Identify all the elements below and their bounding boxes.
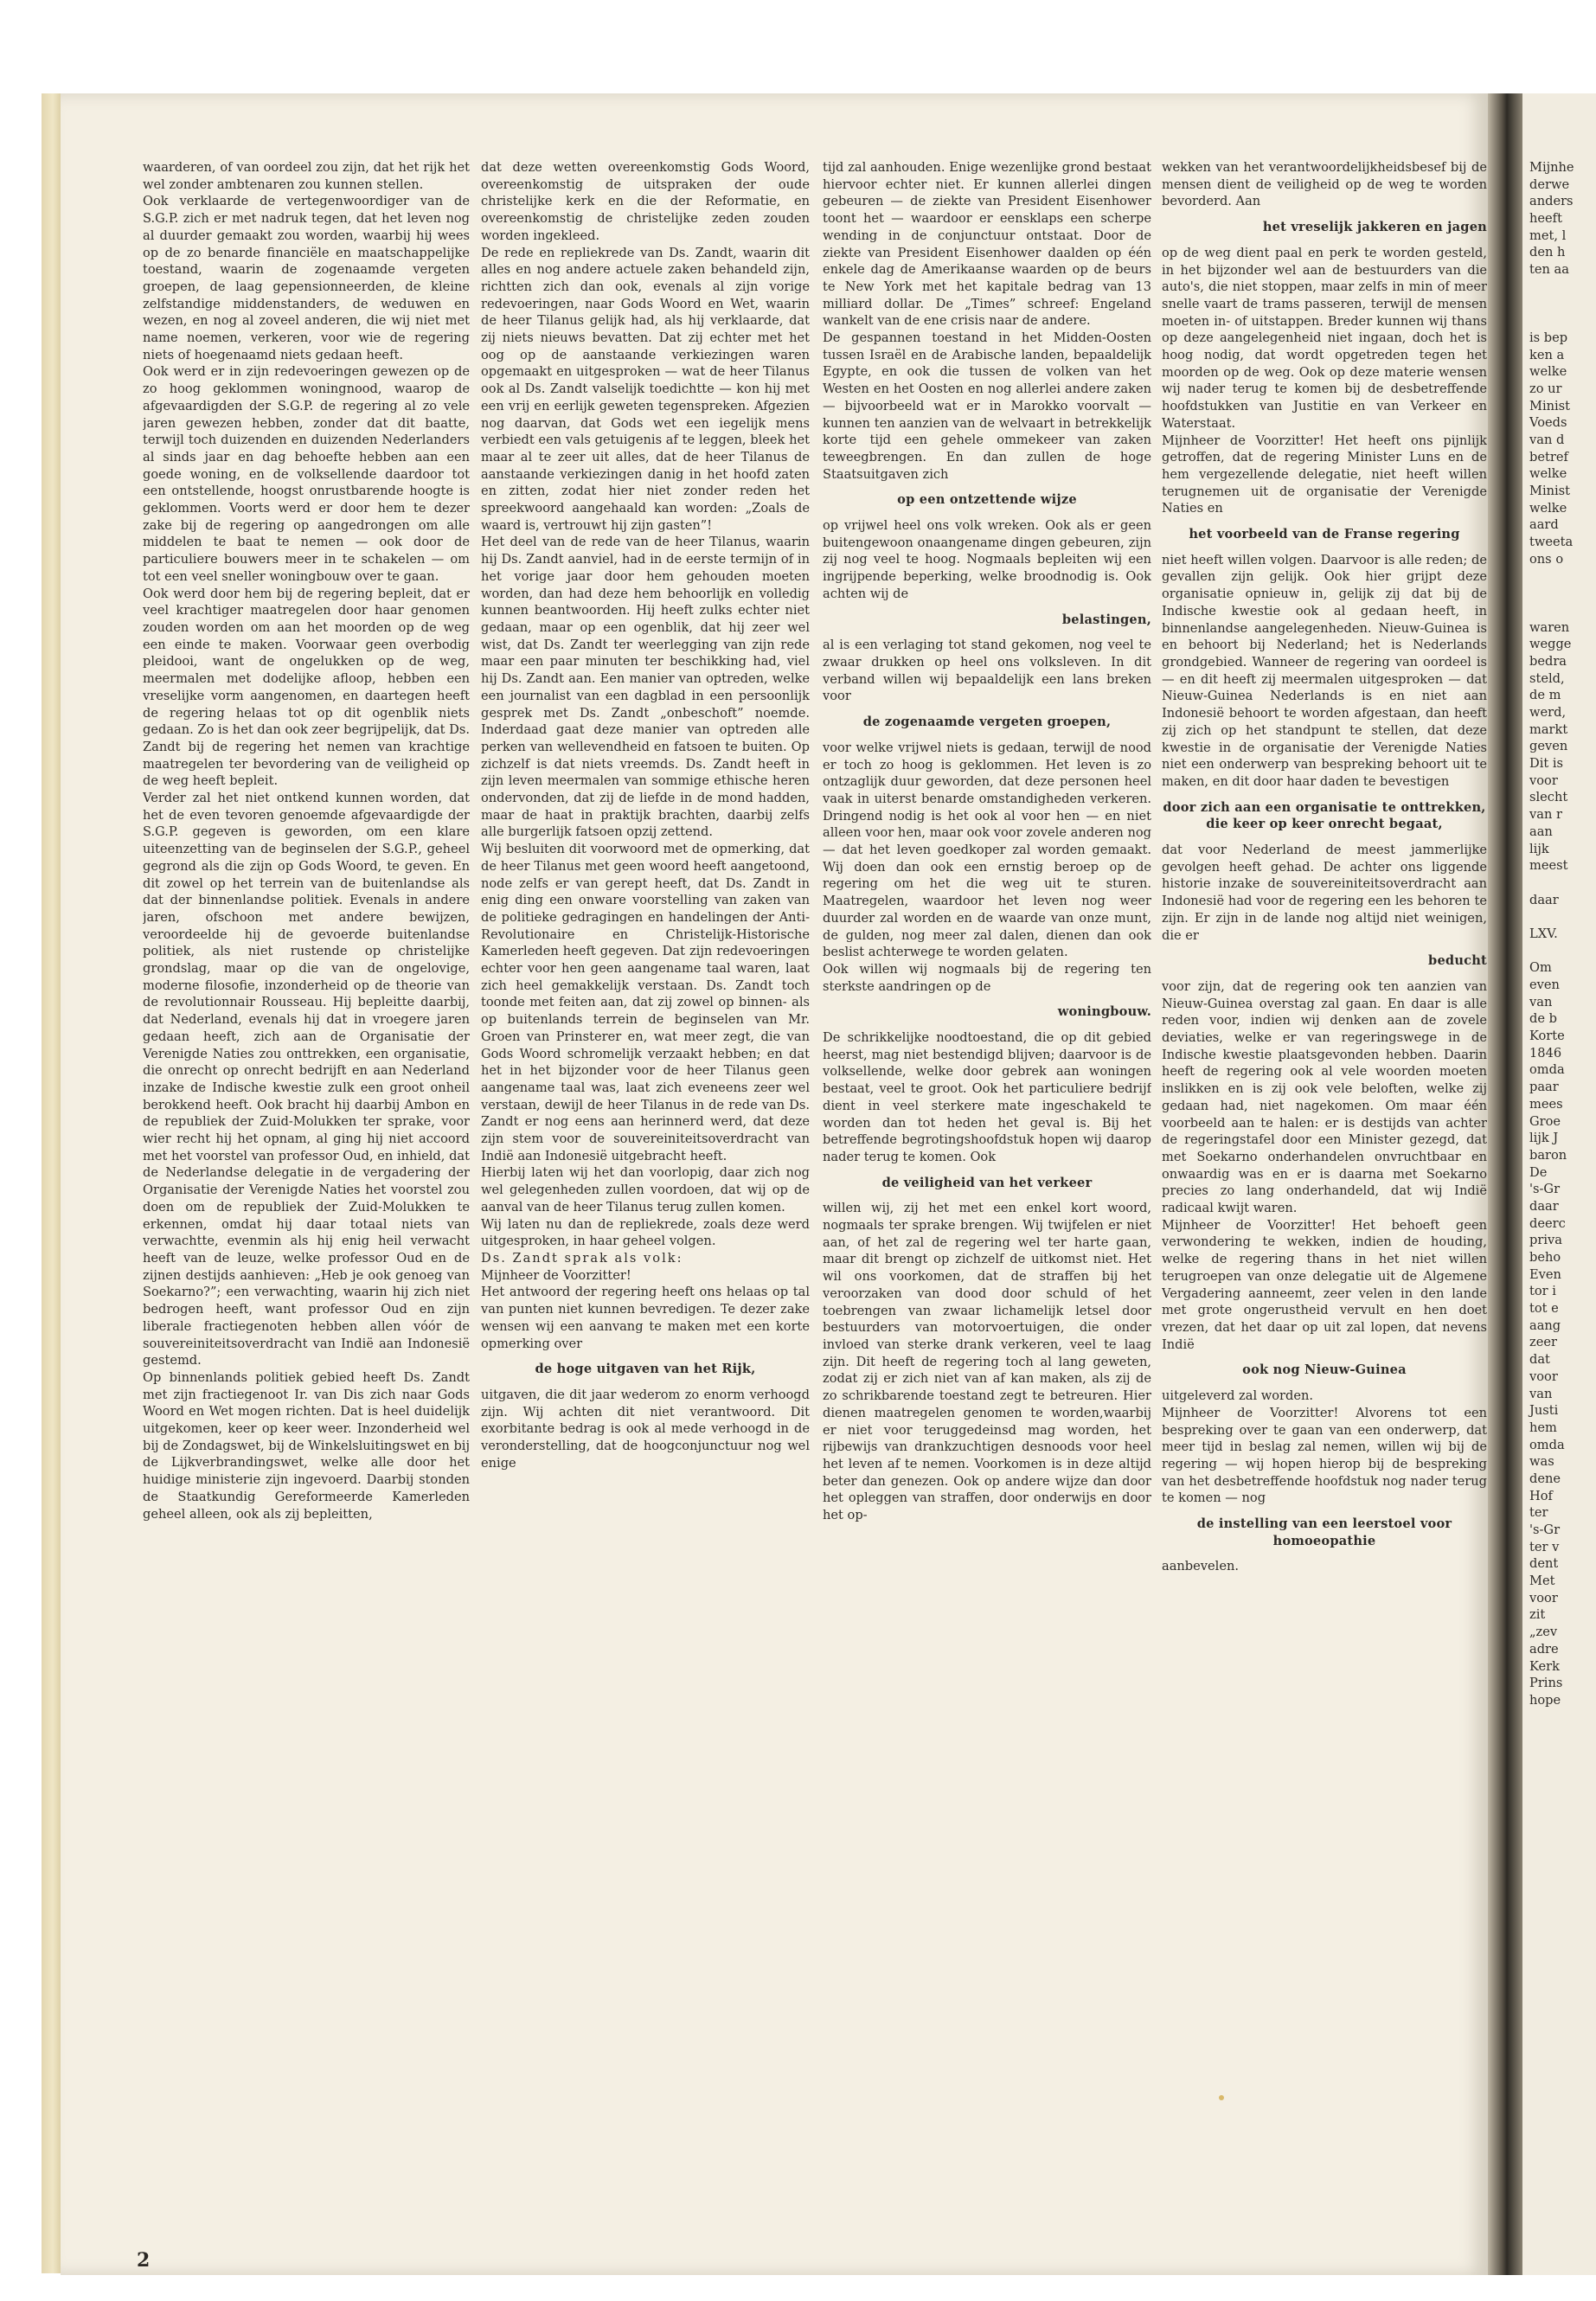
fragment-line: dat xyxy=(1529,1352,1550,1368)
fragment-line: Even xyxy=(1529,1266,1561,1282)
fragment-line: dene xyxy=(1529,1471,1561,1486)
fragment-line: voor xyxy=(1529,1368,1558,1384)
fragment-line: betref xyxy=(1529,449,1568,465)
paragraph: Ook werd er in zijn redevoeringen gewezen op de zo hoog geklommen woningnood, waarop de afgevaardigden der S.G.P. de regering al zo vele jaren gewezen hebben, zonder dat dit baatte, terwijl toch duizenden en duizenden Nederlanders al sinds jaar en dag behoefte hebben aan een goede woning, en de volksellende daardoor tot een ontstellende, hoogst onrustbarende hoogte is geklommen. Voorts werd er door hem te dezer zake bij de regering op aangedrongen om alle middelen te baat te nemen — ook door de particuliere bouwers meer in te schakelen — om tot een veel sneller woningbouw over te gaan. xyxy=(143,364,470,584)
fragment-line: Prins xyxy=(1529,1676,1563,1691)
fragment-line: aang xyxy=(1529,1317,1561,1333)
fragment-line: welke xyxy=(1529,466,1567,482)
paragraph: De rede en repliekrede van Ds. Zandt, waarin dit alles en nog andere actuele zaken behandeld zijn, richtten zich dan ook, evenals al zijn vorige redevoeringen, naar Gods Woord en Wet, waarin de heer Tilanus gelijk had, als hij verklaarde, dat zij niets nieuws bevatten. Dat zij echter met het oog op de aanstaande verkiezingen waren opgemaakt en uitgesproken — wat de heer Tilanus ook al Ds. Zandt valselijk toedichtte — kon hij met een vrij en eerlijk geweten tegenspreken. Afgezien nog daarvan, dat Gods wet een iegelijk mens verbiedt een vals getuigenis af te leggen, bleek het maar al te zeer uit alles, dat de heer Tilanus de aanstaande verkiezingen danig in het hoofd zaten en zitten, zodat hier niet zonder reden het spreekwoord aangehaald kan worden: „Zoals de waard is, vertrouwt hij zijn gasten”! xyxy=(481,245,810,533)
paragraph: Wij besluiten dit voorwoord met de opmerking, dat de heer Tilanus met geen woord heeft aangetoond, node zelfs er van gerept heeft, dat Ds. Zandt in enig ding een onware voorstelling van zaken van de politieke gedragingen en handelingen der Anti-Revolutionaire en Christelijk-Historische Kamerleden heeft gegeven. Dat zijn redevoeringen echter voor hen geen aangename taal waren, laat zich heel gemakkelijk verstaan. Ds. Zandt toch toonde met feiten aan, dat zij zowel op binnen- als op buitenlands terrein de beginselen van Mr. Groen van Prinsterer en, wat meer zegt, die van Gods Woord schromelijk verzaakt hebben; en dat het in het bijzonder voor de heer Tilanus geen aangename taal was, laat zich eveneens zeer wel verstaan, dewijl de heer Tilanus in de rede van Ds. Zandt er nog eens aan herinnerd werd, dat deze zijn stem voor de souvereiniteitsoverdracht van Indië aan Indonesië uitgebracht heeft. xyxy=(481,842,810,1163)
text-column-4 xyxy=(1162,159,1487,2140)
fragment-line: even xyxy=(1529,977,1560,992)
fragment-line: Groe xyxy=(1529,1113,1561,1129)
section-subheading: het voorbeeld van de Franse regering xyxy=(1189,527,1460,542)
text-column-2 xyxy=(481,159,810,2140)
fragment-line: zeer xyxy=(1529,1335,1557,1350)
fragment-line: deerc xyxy=(1529,1215,1566,1231)
speaker-line: Ds. Zandt sprak als volk: xyxy=(481,1251,683,1266)
fragment-line: 's-Gr xyxy=(1529,1522,1561,1537)
fragment-line: met, l xyxy=(1529,228,1567,243)
text-column-1 xyxy=(143,159,470,2140)
section-subheading: belastingen, xyxy=(1061,612,1151,627)
fragment-line: Om xyxy=(1529,960,1552,976)
fragment-line: bedra xyxy=(1529,653,1567,669)
ink-dot xyxy=(1219,2095,1224,2100)
fragment-line: meest xyxy=(1529,858,1568,874)
fragment-line: ter xyxy=(1529,1505,1548,1521)
fragment-line xyxy=(1529,908,1596,926)
fragment-line: Met xyxy=(1529,1574,1555,1589)
fragment-line: de b xyxy=(1529,1011,1557,1027)
fragment-line: dent xyxy=(1529,1556,1559,1572)
fragment-line: Mijnhe xyxy=(1529,160,1574,175)
fragment-line: „zev xyxy=(1529,1625,1558,1640)
fragment-line: wegge xyxy=(1529,637,1572,652)
section-subheading: het vreselijk jakkeren en jagen xyxy=(1262,220,1487,235)
fragment-line: voor xyxy=(1529,1590,1558,1606)
paragraph: Ook verklaarde de vertegenwoordiger van de S.G.P. zich er met nadruk tegen, dat het leven nog al duurder gemaakt zou worden, waarbij hij wees op de zo benarde financiële en maatschappelijke toestand, waarin de zogenaamde vergeten groepen, de laag gepensionneerden, de kleine zelfstandige middenstanders, de weduwen en wezen, en nog al zoveel anderen, die wij niet met name noemen, verkeren, voor wie de regering niets of hoegenaamd niets gedaan heeft. xyxy=(143,194,470,362)
fragment-line: werd, xyxy=(1529,705,1567,720)
paragraph: wekken van het verantwoordelijkheidsbesef bij de mensen dient de veiligheid op de weg te worden bevorderd. Aan xyxy=(1162,160,1487,209)
paragraph: uitgeleverd zal worden. xyxy=(1162,1388,1314,1404)
fragment-line: is bep xyxy=(1529,330,1568,345)
fragment-line xyxy=(1529,279,1596,296)
fragment-line: zo ur xyxy=(1529,381,1562,396)
paragraph: niet heeft willen volgen. Daarvoor is alle reden; de gevallen zijn gelijk. Ook hier grijpt deze organisatie opnieuw in, gelijk zij dat bij de Indische kwestie ook al gedaan heeft, in binnenlandse aangelegenheden. Nieuw-Guinea is en behoort bij Nederland; het is Nederlands grondgebied. Wanneer de regering van oordeel is — en dit heeft zij meermalen uitgesproken — dat Nieuw-Guinea Nederlands is en niet aan Indonesië behoort te worden afgestaan, dan heeft zij zich op het standpunt te stellen, dat deze kwestie in de organisatie der Verenigde Naties niet een onderwerp van bespreking behoort uit te maken, en dit door haar daden te bevestigen xyxy=(1162,552,1487,789)
section-subheading: de zogenaamde vergeten groepen, xyxy=(862,715,1112,730)
fragment-line: markt xyxy=(1529,721,1568,737)
fragment-line: Dit is xyxy=(1529,756,1564,772)
fragment-line: waren xyxy=(1529,619,1570,635)
paragraph: waarderen, of van oordeel zou zijn, dat het rijk het wel zonder ambtenaren zou kunnen stellen. xyxy=(143,160,470,192)
fragment-line: daar xyxy=(1529,892,1559,907)
paragraph: De gespannen toestand in het Midden-Oosten tussen Israël en de Arabische landen, bepaaldelijk Egypte, en ook die tussen de volken van het Westen en het Oosten en nog allerlei andere zaken — bijvoorbeeld wat er in Marokko voorvalt — kunnen ten aanzien van de welvaart in betrekkelijk korte tijd een gehele ommekeer van zaken teweegbrengen. En dan zullen de hoge Staatsuitgaven zich xyxy=(823,330,1151,482)
fragment-line: baron xyxy=(1529,1147,1567,1163)
fragment-line: welke xyxy=(1529,500,1567,516)
fragment-line: tweeta xyxy=(1529,535,1574,550)
fragment-line: Hof xyxy=(1529,1488,1553,1503)
fragment-line: geven xyxy=(1529,739,1568,754)
paragraph: Op binnenlands politiek gebied heeft Ds. Zandt met zijn fractiegenoot Ir. van Dis zich naar Gods Woord en Wet mogen richten. Dat is heel duidelijk uitgekomen, keer op keer weer. Inzonderheid wel bij de Zondagswet, bij de Winkelsluitingswet en bij de Lijkverbrandingswet, welke alle door het huidige ministerie zijn ingevoerd. Daarbij stonden de Staatkundig Gereformeerde Kamerleden geheel alleen, ook als zij bepleitten, xyxy=(143,1369,470,1522)
paragraph: Mijnheer de Voorzitter! Alvorens tot een bespreking over te gaan van een onderwerp, dat meer tijd in beslag zal nemen, willen wij bij de regering — wij hopen hierop bij de bespreking van het desbetreffende hoofdstuk nog nader terug te komen — nog xyxy=(1162,1405,1487,1506)
page-number: 2 xyxy=(137,2249,151,2272)
fragment-line: hem xyxy=(1529,1420,1557,1435)
fragment-line xyxy=(1529,602,1596,619)
fragment-line: derwe xyxy=(1529,176,1570,192)
section-subheading: woningbouw. xyxy=(1057,1004,1151,1020)
paragraph: Wij laten nu dan de repliekrede, zoals deze werd uitgesproken, in haar geheel volgen. xyxy=(481,1216,810,1249)
fragment-line: Justi xyxy=(1529,1403,1559,1419)
paragraph: uitgaven, die dit jaar wederom zo enorm verhoogd zijn. Wij achten dit niet verantwoord. Dit exorbitante bedrag is ook al mede verhoogd in de veronderstelling, dat de hoogconjunctuur nog wel enige xyxy=(481,1387,810,1471)
fragment-line: van r xyxy=(1529,807,1562,823)
fragment-line: LXV. xyxy=(1529,926,1558,941)
fragment-line: van xyxy=(1529,994,1553,1009)
fragment-line: Minist xyxy=(1529,484,1571,499)
fragment-line: priva xyxy=(1529,1233,1562,1248)
fragment-line: aan xyxy=(1529,824,1553,839)
fragment-line: mees xyxy=(1529,1096,1563,1112)
paragraph: Verder zal het niet ontkend kunnen worden, dat het de even tevoren genoemde afgevaardigde der S.G.P. gegeven is geworden, om een klare uiteenzetting van de beginselen der S.G.P., geheel gegrond als die zijn op Gods Woord, te geven. En dit zowel op het terrein van de buitenlandse als dat der binnenlandse politiek. Evenals in andere jaren, ofschoon met andere bewijzen, veroordeelde hij de gevoerde buitenlandse politiek, als niet rustende op christelijke grondslag, maar op die van de ongelovige, moderne filosofie, inzonderheid op de theorie van de revolutionnair Rousseau. Hij bepleitte daarbij, dat Nederland, evenals hij dat in vroegere jaren gedaan heeft, zich aan de Organisatie der Verenigde Naties zou onttrekken, een organisatie, die onrecht op onrecht bedrijft en aan Nederland inzake de Indische kwestie zulk een groot onheil berokkend heeft. Ook bracht hij daarbij Ambon en de republiek der Zuid-Molukken ter sprake, voor wier recht hij het opnam, al ging hij niet accoord met het voorstel van professor Oud, en inhield, dat de Nederlandse delegatie in de vergadering der Organisatie der Verenigde Naties het voorstel zou doen om de republiek der Zuid-Molukken te erkennen, omdat hij daar totaal niets van verwachtte, evenmin als hij enig heil verwacht heeft van de leuze, welke professor Oud en de zijnen destijds aanhieven: „Heb je ook genoeg van Soekarno?”; een verwachting, waarin hij zich niet bedrogen heeft, want professor Oud en zijn liberale fractiegenoten hebben allen vóór de souvereiniteitsoverdracht van Indië aan Indonesië gestemd. xyxy=(143,791,470,1368)
fragment-line: zit xyxy=(1529,1607,1546,1623)
fragment-line xyxy=(1529,296,1596,313)
fragment-line: was xyxy=(1529,1454,1554,1470)
fragment-line: lijk J xyxy=(1529,1131,1559,1146)
paragraph: op vrijwel heel ons volk wreken. Ook als er geen buitengewoon onaangename dingen gebeuren, zijn zij nog veel te hoog. Nogmaals bepleiten wij een ingrijpende beperking, welke broodnodig is. Ook achten wij de xyxy=(823,518,1151,601)
fragment-line: daar xyxy=(1529,1198,1559,1214)
fragment-line: voor xyxy=(1529,772,1558,788)
paragraph: Mijnheer de Voorzitter! xyxy=(481,1267,631,1283)
paragraph: voor zijn, dat de regering ook ten aanzien van Nieuw-Guinea overstag zal gaan. En daar is alle reden voor, indien wij denken aan de zovele deviaties, welke er van regeringswege in de Indische kwestie plaatsgevonden hebben. Daarin heeft de regering ook al vele woorden moeten inslikken en is zij ook vele beloften, welke zij gedaan had, niet nagekomen. Om maar één voorbeeld aan te halen: er is destijds van achter de regeringstafel door een Minister gezegd, dat met Soekarno onderhandelen onvruchtbaar en onwaardig was en er is daarna met Soekarno precies zo lang onderhandeld, dat wij Indië radicaal kwijt waren. xyxy=(1162,978,1487,1216)
paragraph: Hierbij laten wij het dan voorlopig, daar zich nog wel gelegenheden zullen voordoen, dat wij op de aanval van de heer Tilanus terug zullen komen. xyxy=(481,1165,810,1215)
fragment-line: adre xyxy=(1529,1641,1559,1657)
paragraph: willen wij, zij het met een enkel kort woord, nogmaals ter sprake brengen. Wij twijfelen er niet aan, of het zal de regering wel ter harte gaan, maar dit brengt op zichzelf de uitkomst niet. Het wil ons voorkomen, dat de straffen bij het veroorzaken van dood door schuld of het toebrengen van zwaar lichamelijk letsel door bestuurders van motorvoertuigen, die onder invloed van sterke drank verkeren, veel te laag zijn. Dit heeft de regering toch al lang geweten, zodat zij er zich niet van af kan maken, als zij de zo schrikbarende toestand zegt te betreuren. Hier dienen maatregelen genomen te worden,waarbij er niet voor teruggedeinsd mag worden, het rijbewijs van drankzuchtigen desnoods voor heel het leven af te nemen. Voorkomen is in deze altijd beter dan genezen. Ook op andere wijze dan door het opleggen van straffen, door onderwijs en door het op- xyxy=(823,1201,1151,1523)
fragment-line xyxy=(1529,568,1596,586)
fragment-line: ken a xyxy=(1529,347,1565,362)
paragraph: Ook werd door hem bij de regering bepleit, dat er veel krachtiger maatregelen door haar genomen zouden worden om aan het moorden op de weg een einde te maken. Voorwaar geen overbodig pleidooi, want de ongelukken op de weg, meermalen met dodelijke afloop, hebben een vreselijke vorm aangenomen, en daartegen heeft de regering helaas tot op dit ogenblik niets gedaan. Zo is het dan ook zeer begrijpelijk, dat Ds. Zandt bij de regering het nemen van krachtige maatregelen ter bevordering van de veiligheid op de weg heeft bepleit. xyxy=(143,586,470,789)
fragment-line xyxy=(1529,875,1596,892)
book-gutter xyxy=(1488,93,1522,2275)
fragment-line xyxy=(1529,585,1596,602)
next-page-text-fragments xyxy=(1529,159,1596,1709)
fragment-line: tor i xyxy=(1529,1284,1556,1299)
section-subheading: beducht xyxy=(1428,953,1487,969)
section-subheading: door zich aan een organisatie te onttrekken, die keer op keer onrecht begaat, xyxy=(1163,799,1486,832)
fragment-line: Kerk xyxy=(1529,1658,1560,1674)
fragment-line: aard xyxy=(1529,517,1559,533)
section-subheading: de instelling van een leerstoel voor homoeopathie xyxy=(1196,1516,1452,1548)
fragment-line: de m xyxy=(1529,688,1561,703)
paragraph: Mijnheer de Voorzitter! Het heeft ons pijnlijk getroffen, dat de regering Minister Luns en de hem vergezellende delegatie, niet heeft willen terugnemen uit de organisatie der Verenigde Naties en xyxy=(1162,433,1487,516)
fragment-line: 's-Gr xyxy=(1529,1182,1561,1197)
fragment-line: ons o xyxy=(1529,551,1564,567)
fragment-line xyxy=(1529,943,1596,960)
fragment-line: anders xyxy=(1529,194,1574,209)
fragment-line: den h xyxy=(1529,245,1566,260)
fragment-line: hope xyxy=(1529,1692,1561,1708)
fragment-line: paar xyxy=(1529,1080,1559,1095)
fragment-line: De xyxy=(1529,1164,1548,1180)
paragraph: op de weg dient paal en perk te worden gesteld, in het bijzonder wel aan de bestuurders van die auto's, die niet stoppen, maar zelfs in min of meer snelle vaart de trams passeren, terwijl de mensen moeten in- of uitstappen. Breder kunnen wij thans op deze aangelegenheid niet ingaan, doch het is hoog nodig, dat wordt opgetreden tegen het moorden op de weg. Ook op deze materie wensen wij nader terug te komen bij de desbetreffende hoofdstukken van Justitie en van Verkeer en Waterstaat. xyxy=(1162,245,1487,431)
paragraph: dat voor Nederland de meest jammerlijke gevolgen heeft gehad. De achter ons liggende historie inzake de souvereiniteitsoverdracht aan Indonesië had voor de regering een les behoren te zijn. Er zijn in de lande nog altijd niet weinigen, die er xyxy=(1162,843,1487,943)
paragraph: dat deze wetten overeenkomstig Gods Woord, overeenkomstig de uitspraken der oude christelijke kerk en die der Reformatie, en overeenkomstig de christelijke zeden zouden worden ingekleed. xyxy=(481,160,810,243)
fragment-line: van xyxy=(1529,1386,1553,1401)
fragment-line: lijk xyxy=(1529,841,1549,856)
fragment-line: Korte xyxy=(1529,1029,1565,1044)
fragment-line: tot e xyxy=(1529,1301,1559,1317)
fragment-line: 1846 xyxy=(1529,1045,1562,1061)
paragraph: al is een verlaging tot stand gekomen, nog veel te zwaar drukken op heel ons volksleven. In dit verband willen wij bepaaldelijk een lans breken voor xyxy=(823,638,1151,704)
paragraph: aanbevelen. xyxy=(1162,1559,1240,1574)
text-column-3 xyxy=(823,159,1151,2140)
section-subheading: op een ontzettende wijze xyxy=(897,492,1077,508)
paragraph: Het deel van de rede van de heer Tilanus, waarin hij Ds. Zandt aanviel, had in de eerste termijn of in het vorige jaar door hem gehouden moeten worden, dan had deze hem behoorlijk en volledig kunnen beantwoorden. Hij heeft zulks echter niet gedaan, maar op een ogenblik, dat hij zeer wel wist, dat Ds. Zandt ter weerlegging van zijn rede maar een paar minuten ter beschikking had, viel hij Ds. Zandt aan. Een manier van optreden, welke een journalist van een dagblad in een persoonlijk gesprek met Ds. Zandt „onbeschoft” noemde. Inderdaad gaat deze manier van optreden alle perken van wellevendheid en fatsoen te buiten. Op zichzelf is dat niets vreemds. Ds. Zandt heeft in zijn leven meermalen van sommige ethische heren ondervonden, dat zij de liefde in de mond hadden, maar de haat in praktijk brachten, daarbij zelfs alle burgerlijk fatsoen opzij zettend. xyxy=(481,535,810,840)
paragraph: De schrikkelijke noodtoestand, die op dit gebied heerst, mag niet bestendigd blijven; daarvoor is de volksellende, welke door gebrek aan woningen bestaat, veel te groot. Ook het particuliere bedrijf dient in veel sterkere mate ingeschakeld te worden dan tot heden het geval is. Bij het betreffende begrotingshoofdstuk hopen wij daarop nader terug te komen. Ook xyxy=(823,1030,1151,1164)
paragraph: Ook willen wij nogmaals bij de regering ten sterkste aandringen op de xyxy=(823,961,1151,994)
fragment-line: beho xyxy=(1529,1250,1561,1265)
fragment-line: steld, xyxy=(1529,670,1565,686)
fragment-line: omda xyxy=(1529,1437,1565,1452)
fragment-line: omda xyxy=(1529,1062,1565,1078)
fragment-line: welke xyxy=(1529,364,1567,380)
page-edge xyxy=(42,93,61,2273)
paragraph: tijd zal aanhouden. Enige wezenlijke grond bestaat hiervoor echter niet. Er kunnen allerlei dingen gebeuren — de ziekte van President Eisenhower toont het — waardoor er eensklaps een scherpe wending in de conjunctuur ontstaat. Door de ziekte van President Eisenhower daalden op één enkele dag de Amerikaanse waarden op de beurs te New York met het kapitale bedrag van 13 milliard dollar. De „Times” schreef: Engeland wankelt van de ene crisis naar de andere. xyxy=(823,160,1151,329)
section-subheading: de hoge uitgaven van het Rijk, xyxy=(535,1362,756,1377)
paragraph: Het antwoord der regering heeft ons helaas op tal van punten niet kunnen bevredigen. Te dezer zake wensen wij een aanvang te maken met een korte opmerking over xyxy=(481,1285,810,1351)
fragment-line: Voeds xyxy=(1529,415,1567,431)
paragraph: Mijnheer de Voorzitter! Het behoeft geen verwondering te wekken, indien de houding, welke de regering thans in het niet willen terugroepen van onze delegatie uit de Algemene Vergadering aanneemt, zeer velen in den lande met grote ongerustheid vervult en hen doet vrezen, dat het daar op uit zal lopen, dat nevens Indië xyxy=(1162,1217,1487,1352)
section-subheading: ook nog Nieuw-Guinea xyxy=(1242,1362,1407,1378)
paragraph: voor welke vrijwel niets is gedaan, terwijl de nood er toch zo hoog is geklommen. Het leven is zo ontzaglijk duur geworden, dat deze personen heel vaak in uiterst benarde omstandigheden verkeren. Dringend nodig is het ook al voor hen — en niet alleen voor hen, maar ook voor zovele anderen nog — dat het leven goedkoper zal worden gemaakt. Wij doen dan ook een ernstig beroep op de regering om het die weg uit te sturen. Maatregelen, waardoor het leven nog weer duurder zal worden en de waarde van onze munt, de gulden, nog meer zal dalen, dienen dan ook beslist achterwege te worden gelaten. xyxy=(823,740,1151,960)
fragment-line: ter v xyxy=(1529,1539,1560,1554)
fragment-line: van d xyxy=(1529,433,1565,447)
fragment-line: slecht xyxy=(1529,790,1568,805)
fragment-line xyxy=(1529,312,1596,330)
section-subheading: de veiligheid van het verkeer xyxy=(881,1175,1093,1190)
fragment-line: Minist xyxy=(1529,398,1571,413)
fragment-line: heeft xyxy=(1529,211,1562,227)
fragment-line: ten aa xyxy=(1529,262,1569,278)
